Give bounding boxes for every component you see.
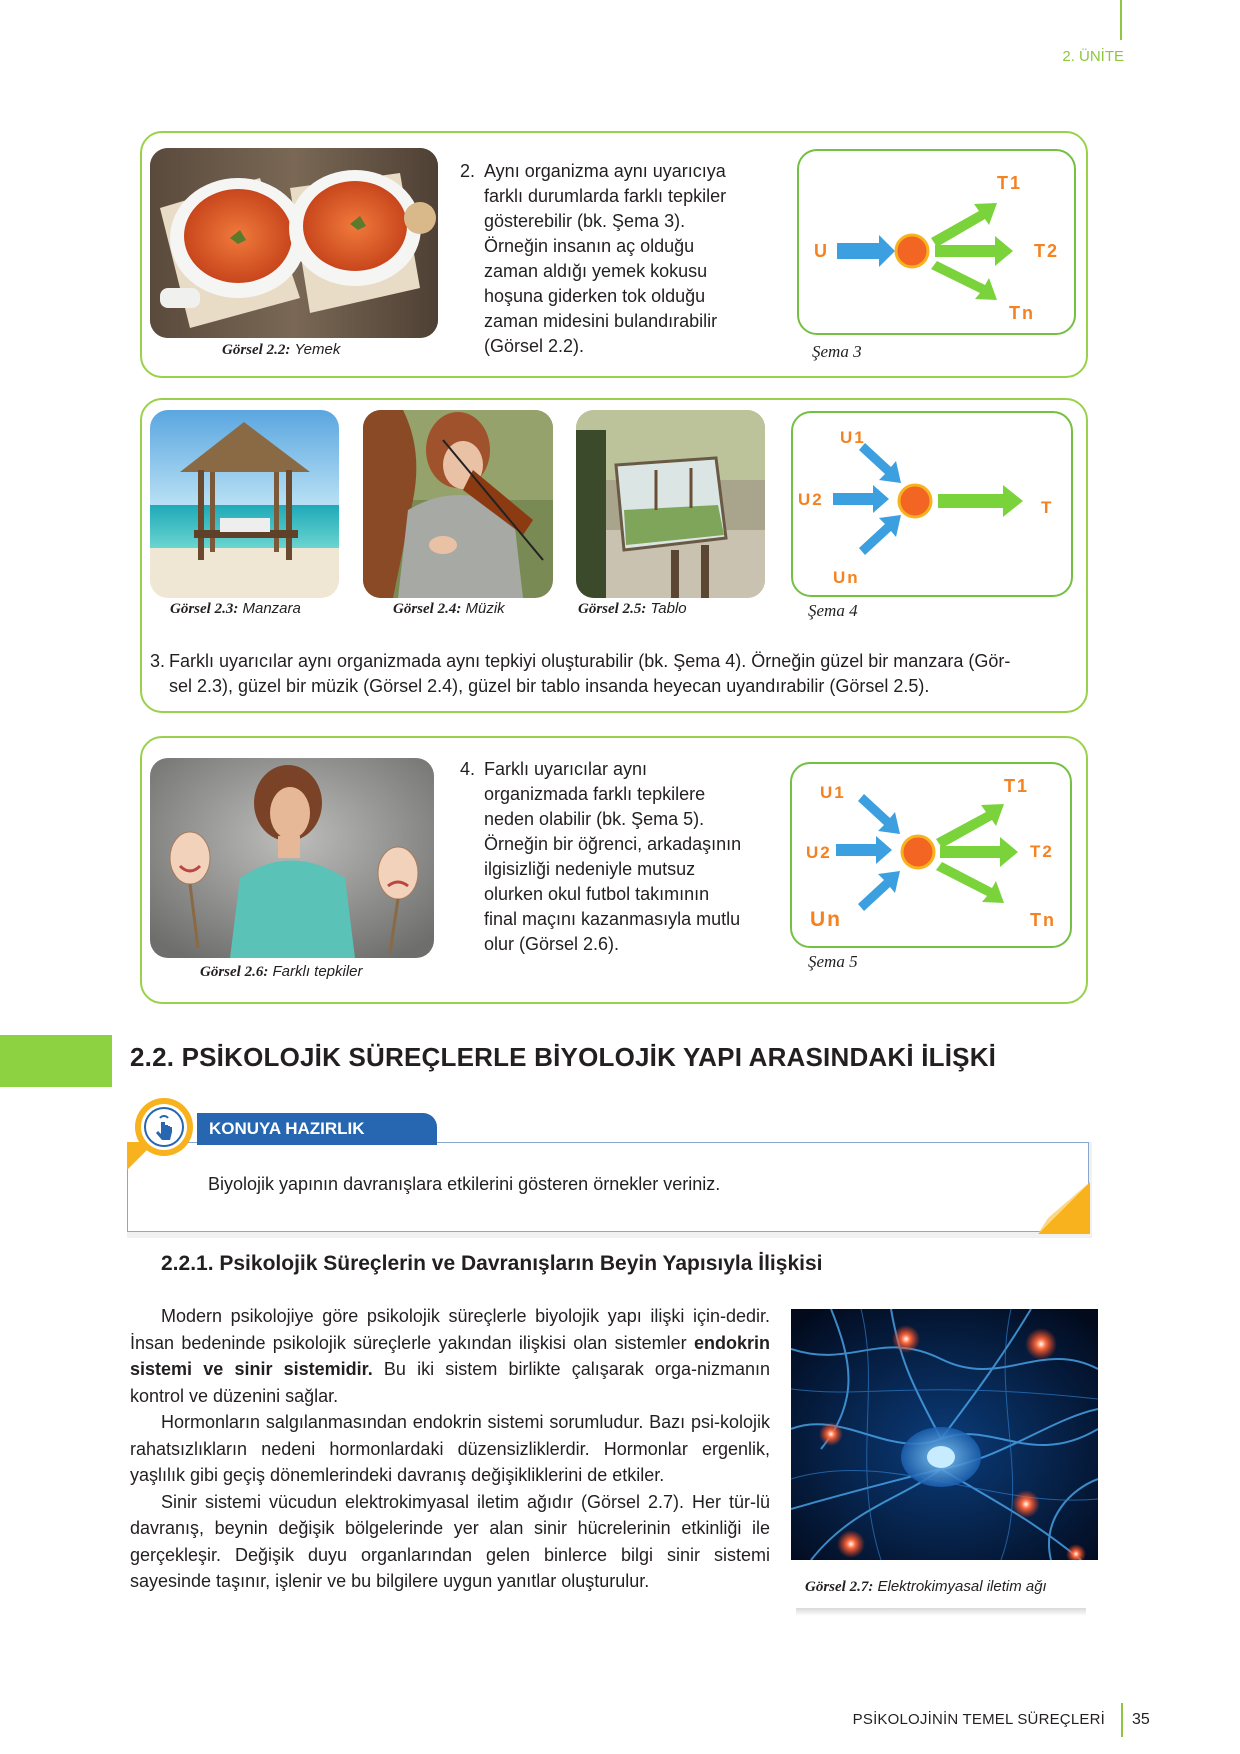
schema-4 (791, 411, 1073, 597)
schema-5-label: Şema 5 (808, 952, 858, 971)
header-rule (1120, 0, 1122, 40)
schema-4-input-u2: U2 (798, 490, 824, 509)
masks-photo (150, 758, 434, 958)
arrow-icon (938, 485, 1023, 517)
figure-2-7-shadow (796, 1608, 1086, 1616)
schema-5-input-un: Un (810, 908, 842, 931)
arrow-icon (836, 836, 892, 864)
arrow-icon (859, 515, 901, 555)
body-text (130, 1303, 770, 1595)
painting-photo (576, 410, 765, 598)
schema-3 (797, 149, 1076, 335)
figure-2-3-caption: Görsel 2.3: Manzara (170, 600, 301, 617)
arrow-icon (936, 862, 1004, 903)
subsection-title: 2.2.1. Psikolojik Süreçlerin ve Davranışların Beyin Yapısıyla İlişkisi (161, 1252, 823, 1275)
arrow-icon (858, 794, 900, 834)
soup-photo (150, 148, 438, 338)
section-marker (0, 1035, 112, 1087)
page-number: 35 (1132, 1711, 1150, 1728)
schema-4-input-un: Un (833, 568, 860, 587)
paragraph-1: Modern psikolojiye göre psikolojik süreçlerle biyolojik yapı ilişki için-dedir. İnsan bedeninde psikolojik süreçlerle yakından ilişkisi olan sistemler endokrin sistemi ve sinir sistemidir. Bu iki sistem birlikte çalışarak orga-nizmanın kontrol ve düzenini sağlar. (130, 1306, 770, 1406)
schema-5-input-u1: U1 (820, 783, 846, 802)
arrow-icon (858, 871, 900, 911)
schema-3-output-t1: T1 (997, 173, 1023, 193)
item-4: 4. Farklı uyarıcılar aynı organizmada farklı tepkilere neden olabilir (bk. Şema 5). Örneğin bir öğrenci, arkadaşının ilgisizliği nedeniyle mutsuz olurken okul futbol takımının final maçını kazanmasıyla mutlu olur (Görsel 2.6). (460, 759, 742, 954)
arrow-icon (837, 235, 895, 267)
organism-node (899, 485, 931, 517)
figure-2-5-caption: Görsel 2.5: Tablo (578, 600, 687, 617)
arrow-icon (931, 203, 997, 247)
arrow-icon (859, 443, 901, 483)
footer-divider (1121, 1703, 1123, 1737)
schema-4-input-u1: U1 (840, 428, 866, 447)
music-photo (363, 410, 553, 598)
prep-tab: KONUYA HAZIRLIK (197, 1113, 437, 1145)
schema-3-input-u: U (814, 241, 827, 261)
schema-5-output-tn: Tn (1030, 910, 1056, 930)
schema-3-label: Şema 3 (812, 342, 862, 361)
schema-5-output-t1: T1 (1004, 776, 1030, 796)
touch-hand-icon (133, 1096, 195, 1158)
landscape-photo (150, 410, 339, 598)
figure-2-4-caption: Görsel 2.4: Müzik (393, 600, 505, 617)
arrow-icon (833, 485, 889, 513)
item-3: 3. Farklı uyarıcılar aynı organizmada aynı tepkiyi oluşturabilir (bk. Şema 4). Örneğin güzel bir manzara (Gör- sel 2.3), güzel bir müzik (Görsel 2.4), güzel bir tablo insanda heyecan uyandırabilir (Görsel 2.5). (150, 651, 1011, 696)
unit-label: 2. ÜNİTE (1062, 48, 1124, 65)
organism-node (902, 836, 934, 868)
item-2: 2. Aynı organizma aynı uyarıcıya farklı durumlarda farklı tepkiler gösterebilir (bk. Şema 3). Örneğin insanın aç olduğu zaman aldığı yemek kokusu hoşuna giderken tok olduğu zaman midesini bulandırabilir (Görsel 2.2). (460, 161, 727, 356)
organism-node (896, 235, 928, 267)
section-title: 2.2. PSİKOLOJİK SÜREÇLERLE BİYOLOJİK YAPI ARASINDAKİ İLİŞKİ (130, 1042, 997, 1072)
figure-2-6-caption: Görsel 2.6: Farklı tepkiler (200, 963, 363, 980)
prep-corner-bottom-right (1038, 1182, 1090, 1234)
schema-3-output-tn: Tn (1009, 303, 1035, 323)
arrow-icon (936, 804, 1004, 848)
arrow-icon (931, 261, 997, 300)
prep-instruction: Biyolojik yapının davranışlara etkilerini gösteren örnekler veriniz. (208, 1174, 721, 1194)
schema-4-output-t: T (1041, 498, 1052, 517)
paragraph-2: Hormonların salgılanmasından endokrin sistemi sorumludur. Bazı psi-kolojik rahatsızlıkların nedeni hormonlardaki düzensizliklerdir. Hormonlar ergenlik, yaşlılık gibi geçiş dönemlerindeki davranış değişikliklerini de etkiler. (130, 1412, 770, 1485)
paragraph-3: Sinir sistemi vücudun elektrokimyasal iletim ağıdır (Görsel 2.7). Her tür-lü davranış, beynin değişik bölgelerinde yer alan sinir hücrelerinin etkinliği ile gerçekleşir. Değişik duyu organlarından gelen binlerce bilgi sinir sistemi sayesinde taşınır, işlenir ve bu bilgilere uygun yanıtlar oluşturulur. (130, 1491, 770, 1591)
schema-5 (790, 762, 1072, 948)
figure-2-7-caption: Görsel 2.7: Elektrokimyasal iletim ağı (805, 1578, 1047, 1595)
neuron-network-photo (791, 1309, 1098, 1560)
schema-3-output-t2: T2 (1034, 241, 1060, 261)
figure-2-2-caption: Görsel 2.2: Yemek (222, 341, 341, 358)
schema-4-label: Şema 4 (808, 601, 858, 620)
schema-5-input-u2: U2 (806, 843, 832, 862)
footer-chapter-title: PSİKOLOJİNİN TEMEL SÜREÇLERİ (852, 1711, 1105, 1728)
schema-5-output-t2: T2 (1030, 842, 1054, 861)
